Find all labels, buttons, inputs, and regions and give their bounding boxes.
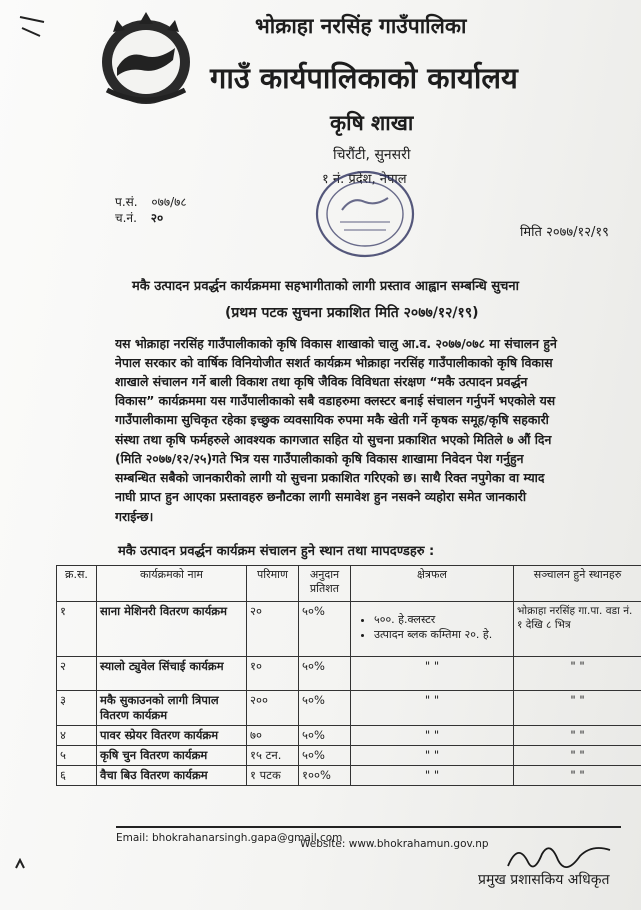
table-row (57, 766, 641, 786)
area-item: • ५००. हे.क्लस्टर (374, 612, 510, 627)
office-name: गाउँ कार्यपालिकाको कार्यालय (210, 61, 518, 95)
area-item: • उत्पादन ब्लक कम्तिमा २०. हे. (374, 627, 510, 642)
table-row (57, 657, 641, 691)
body-line: नेपाल सरकार को वार्षिक विनियोजीत सशर्त कार्यक्रम भोक्राहा नरसिंह गाउँपालीकाको कृषि विकास (115, 355, 553, 370)
cell-name: स्यालो ट्युवेल सिंचाई कार्यक्रम (97, 657, 247, 691)
table-row (57, 691, 641, 726)
footer-email: Email: bhokrahanarsingh.gapa@gmail.com (116, 832, 343, 844)
col-header-qty: परिमाण (247, 566, 299, 602)
cell-place: " " (514, 766, 641, 786)
margin-mark-icon (14, 858, 26, 870)
notice-subject: मकै उत्पादन प्रवर्द्धन कार्यक्रममा सहभागीताको लागी प्रस्ताव आह्वान सम्बन्धि सुचना (132, 279, 519, 294)
body-line: गाउँपालीकामा सुचिकृत रहेका इच्छुक व्यवसायिक रुपमा मकै खेती गर्ने कृषक समूह/कृषि सहकारी (115, 412, 549, 427)
cha-na-label: च.नं. (115, 211, 137, 225)
cell-qty: २०० (247, 691, 299, 726)
cell-qty: १० (247, 657, 299, 691)
body-line: सम्बन्धित सबैको जानकारीको लागी यो सुचना प्रकाशित गरिएको छ। साथै रिक्त नपुगेका वा म्याद (115, 470, 545, 485)
cell-name: वैचा बिउ वितरण कार्यक्रम (97, 766, 247, 786)
cell-area: " " (351, 691, 514, 726)
body-line: विकास” कार्यक्रममा यस गाउँपालीकाको सबै वडाहरुमा क्लस्टर बनाई संचालन गर्नुपर्ने भएकोले यस (115, 393, 556, 408)
body-line: (मिति २०७७/१२/२५)गते भित्र यस गाउँपालीकाको कृषि विकास शाखामा निवेदन पेश गर्नुहुन (115, 451, 524, 466)
cell-place: " " (514, 726, 641, 746)
body-line: नाघी प्राप्त हुन आएका प्रस्तावहरु छनौटका लागी समावेश हुन नसक्ने व्यहोरा समेत जानकारी (115, 489, 527, 504)
cell-name: पावर स्प्रेयर वितरण कार्यक्रम (97, 726, 247, 746)
cell-name: साना मेशिनरी वितरण कार्यक्रम (97, 602, 247, 657)
body-line: संस्था तथा कृषि फर्महरुले आवश्यक कागजात सहित यो सुचना प्रकाशित भएको मितिले ७ औं दिन (115, 432, 552, 447)
cell-qty: २० (247, 602, 299, 657)
body-line: गराईन्छ। (115, 509, 154, 524)
col-header-sn: क्र.स. (57, 566, 97, 602)
cell-area: " " (351, 657, 514, 691)
table-row (57, 602, 641, 657)
office-location: चिरौंटी, सुनसरी (333, 147, 411, 163)
cell-pct: ५०% (299, 691, 351, 726)
nepal-emblem-icon (95, 10, 197, 108)
cell-pct: ५०% (299, 726, 351, 746)
col-header-subsidy: अनुदान प्रतिशत (299, 566, 351, 602)
letter-date (520, 222, 609, 240)
date-label: मिति (520, 225, 542, 240)
cell-area: " " (351, 766, 514, 786)
cell-area (351, 602, 514, 657)
cell-pct: ५०% (299, 746, 351, 766)
cell-place: " " (514, 657, 641, 691)
table-row (57, 726, 641, 746)
cell-sn: ४ (57, 726, 97, 746)
table-header-row (57, 566, 641, 602)
cell-sn: ३ (57, 691, 97, 726)
col-header-name: कार्यक्रमको नाम (97, 566, 247, 602)
body-line: शाखाले संचालन गर्ने बाली विकाश तथा कृषि जैविक विविधता संरक्षण “मकै उत्पादन प्रवर्द्धन (115, 374, 528, 389)
cell-area: " " (351, 746, 514, 766)
notice-subtitle: (प्रथम पटक सुचना प्रकाशित मिति २०७७/१२/१९) (225, 305, 479, 321)
program-table (56, 565, 641, 786)
table-title: मकै उत्पादन प्रवर्द्धन कार्यक्रम संचालन हुने स्थान तथा मापदण्डहरु : (118, 544, 435, 559)
cell-sn: ५ (57, 746, 97, 766)
signatory-title: प्रमुख प्रशासकिय अधिकृत (478, 872, 610, 888)
cell-sn: ६ (57, 766, 97, 786)
corner-mark-icon (18, 14, 46, 38)
col-header-place: सञ्चालन हुने स्थानहरु (514, 566, 641, 602)
cell-pct: ५०% (299, 602, 351, 657)
date-value: २०७७/१२/१९ (546, 225, 609, 240)
cell-area: " " (351, 726, 514, 746)
pa-sa-value: ०७७/७८ (151, 195, 187, 209)
cell-qty: १५ टन. (247, 746, 299, 766)
cell-name: कृषि चुन वितरण कार्यक्रम (97, 746, 247, 766)
body-line: यस भोक्राहा नरसिंह गाउँपालीकाको कृषि विकास शाखाको चालु आ.व. २०७७/०७८ मा संचालन हुने (115, 336, 557, 351)
cell-sn: २ (57, 657, 97, 691)
office-seal-stamp (312, 166, 418, 262)
cell-qty: १ पटक (247, 766, 299, 786)
reference-cha-na (115, 209, 163, 226)
pa-sa-label: प.सं. (115, 195, 138, 209)
reference-pa-sa (115, 193, 187, 210)
footer-divider (116, 826, 621, 828)
col-header-area: क्षेत्रफल (351, 566, 514, 602)
province-line: १ नं. प्रदेश, नेपाल (322, 172, 407, 187)
footer-website: Website: www.bhokrahamun.gov.np (300, 838, 489, 850)
cell-pct: १००% (299, 766, 351, 786)
municipality-name: भोक्राहा नरसिंह गाउँपालिका (255, 14, 467, 38)
cell-qty: ७० (247, 726, 299, 746)
cell-place: " " (514, 691, 641, 726)
cell-pct: ५०% (299, 657, 351, 691)
section-name: कृषि शाखा (330, 111, 414, 135)
cha-na-value: २० (150, 211, 164, 225)
cell-name: मकै सुकाउनको लागी त्रिपाल वितरण कार्यक्रम (97, 691, 247, 726)
table-row (57, 746, 641, 766)
cell-place: भोक्राहा नरसिंह गा.पा. वडा नं. १ देखि ८ भित्र (514, 602, 641, 657)
cell-place: " " (514, 746, 641, 766)
cell-sn: १ (57, 602, 97, 657)
